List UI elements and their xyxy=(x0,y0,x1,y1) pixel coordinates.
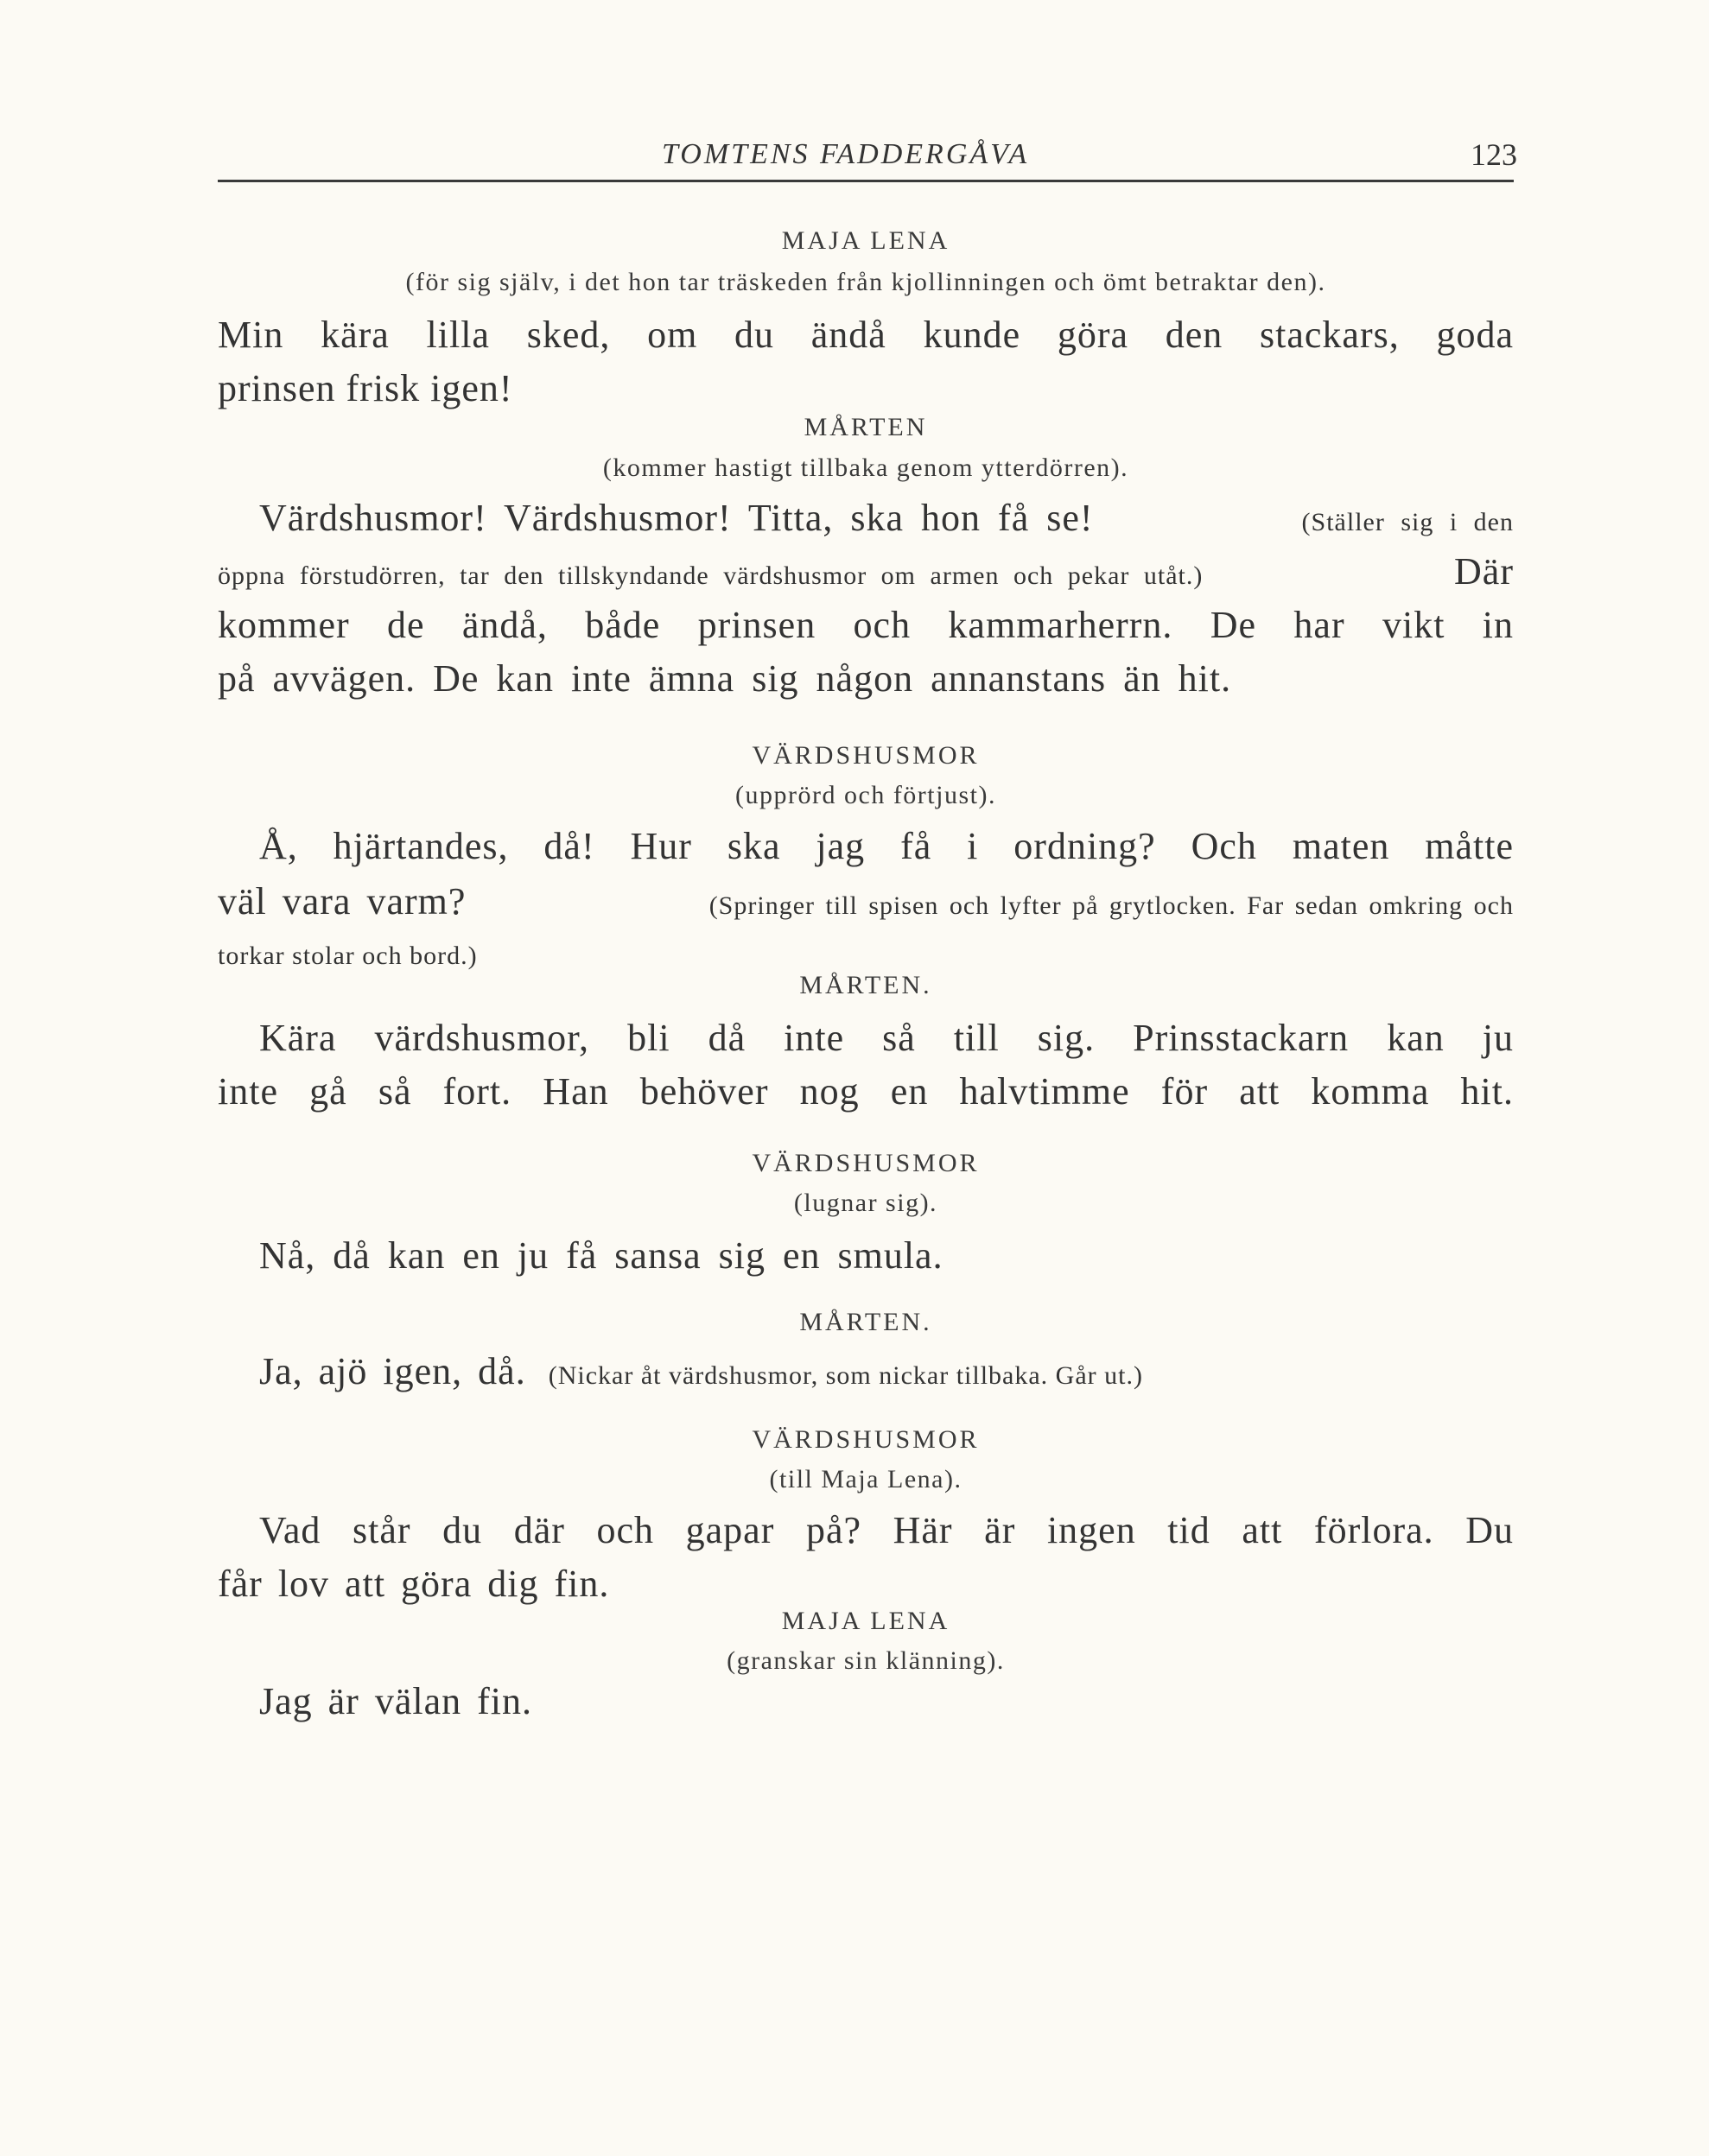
dialogue-line: får lov att göra dig fin. xyxy=(218,1563,610,1605)
inline-stage-direction: (Springer till spisen och lyfter på grytlocken. Far sedan omkring och xyxy=(708,891,1514,920)
speaker-name: MAJA LENA xyxy=(781,1607,950,1635)
page-number: 123 xyxy=(1471,137,1517,172)
speaker-name: MÅRTEN. xyxy=(799,971,932,999)
dialogue-text: väl vara varm? xyxy=(218,880,467,923)
inline-stage-direction: (Ställer sig i den xyxy=(1301,508,1514,536)
speaker-name: MÅRTEN xyxy=(804,413,928,441)
speaker-name: VÄRDSHUSMOR xyxy=(752,1425,980,1454)
running-title: TOMTENS FADDERGÅVA xyxy=(662,138,1030,170)
dialogue-line: Jag är välan fin. xyxy=(259,1680,532,1722)
stage-direction: (för sig själv, i det hon tar träskeden från kjollinningen och ömt betraktar den). xyxy=(405,268,1326,296)
dialogue-line xyxy=(218,549,1514,601)
stage-direction: (lugnar sig). xyxy=(793,1189,938,1217)
dialogue-line xyxy=(259,496,1514,548)
dialogue-line: kommer de ändå, både prinsen och kammarherrn. De har vikt in xyxy=(218,604,1514,646)
dialogue-line: Min kära lilla sked, om du ändå kunde göra den stackars, goda xyxy=(218,314,1514,356)
speaker-name: MÅRTEN. xyxy=(799,1308,932,1336)
dialogue-line xyxy=(259,1349,1514,1401)
dialogue-text: Värdshusmor! Värdshusmor! Titta, ska hon få se! xyxy=(259,497,1094,539)
stage-direction: (kommer hastigt tillbaka genom ytterdörren). xyxy=(602,453,1129,482)
speaker-name: MAJA LENA xyxy=(781,226,950,255)
speaker-name: VÄRDSHUSMOR xyxy=(752,1149,980,1177)
dialogue-text: Där xyxy=(1454,550,1514,593)
stage-direction: (granskar sin klänning). xyxy=(727,1646,1005,1675)
dialogue-text: Ja, ajö igen, då. xyxy=(259,1350,526,1392)
dialogue-line: Kära värdshusmor, bli då inte så till sig. Prinsstackarn kan ju xyxy=(259,1017,1514,1059)
inline-stage-direction: öppna förstudörren, tar den tillskyndande värdshusmor om armen och pekar utåt.) xyxy=(218,561,1204,590)
dialogue-line: Nå, då kan en ju få sansa sig en smula. xyxy=(259,1234,943,1277)
page-header xyxy=(218,128,1517,182)
dialogue-line: Å, hjärtandes, då! Hur ska jag få i ordning? Och maten måtte xyxy=(259,825,1514,867)
stage-direction: (upprörd och förtjust). xyxy=(735,781,996,809)
dialogue-line: på avvägen. De kan inte ämna sig någon annanstans än hit. xyxy=(218,657,1232,700)
speaker-name: VÄRDSHUSMOR xyxy=(752,741,980,770)
dialogue-line: Vad står du där och gapar på? Här är ingen tid att förlora. Du xyxy=(259,1509,1514,1551)
stage-direction: (till Maja Lena). xyxy=(769,1465,963,1493)
dialogue-line: prinsen frisk igen! xyxy=(218,367,513,409)
inline-stage-direction: (Nickar åt värdshusmor, som nickar tillbaka. Går ut.) xyxy=(548,1361,1143,1390)
dialogue-line: inte gå så fort. Han behöver nog en halvtimme för att komma hit. xyxy=(218,1070,1514,1113)
stage-direction-continued: torkar stolar och bord.) xyxy=(218,942,478,970)
dialogue-line xyxy=(218,879,1514,931)
